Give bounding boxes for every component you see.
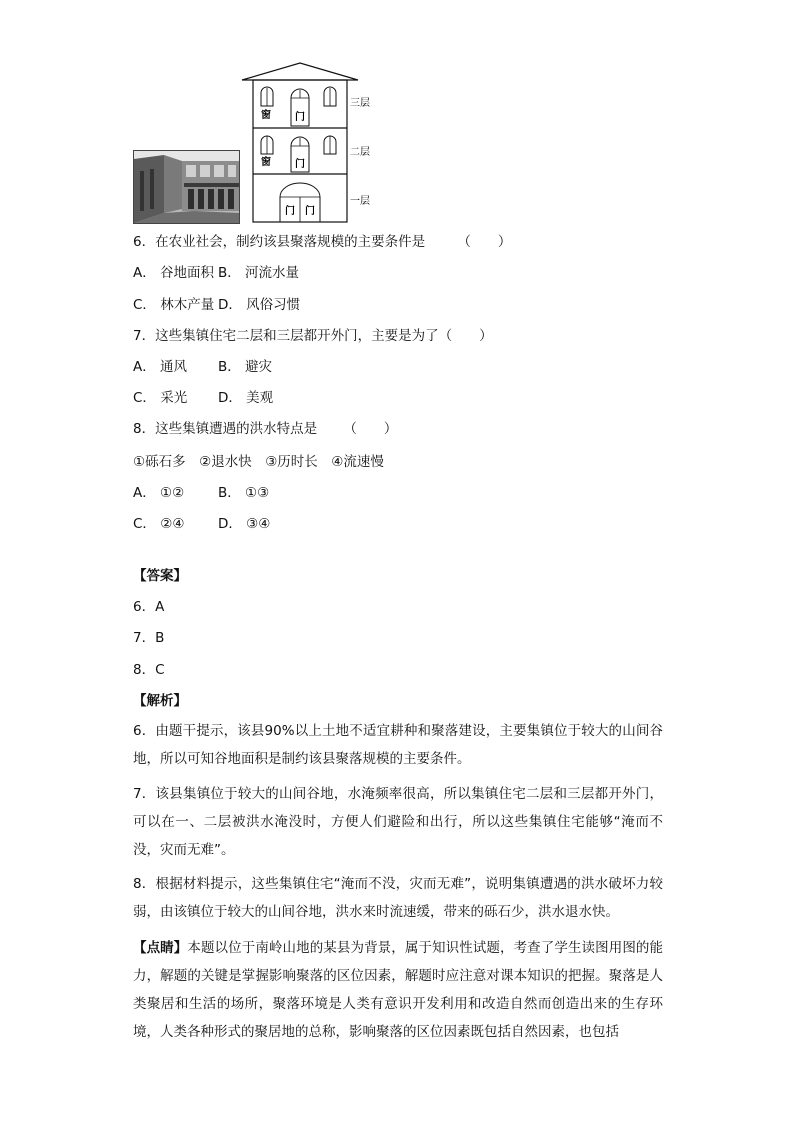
option-b: B． 避灾 [218, 359, 273, 375]
window-icon [324, 136, 336, 154]
house-diagram [240, 60, 380, 225]
window-icon [261, 87, 273, 106]
door-label: 门 [305, 206, 315, 217]
dianjing-text: 本题以位于南岭山地的某县为背景，属于知识性试题，考查了学生读图用图的能力，解题的关键是掌握影响聚落的区位因素，解题时应注意对课本知识的把握。聚落是人类聚居和生活的场所，聚落环境是人类有意识开发利用和改造自然而创造出来的生存环境，人类各种形式的聚居地的总称，影响聚落的区位因素既包括自然因素，也包括 [133, 940, 664, 1040]
door-label: 门 [285, 206, 295, 217]
option-d: D． 美观 [218, 390, 274, 406]
window-icon [324, 87, 336, 106]
question-stem: 6．在农业社会，制约该县聚落规模的主要条件是 [133, 234, 426, 250]
option-c: C． ②④ [133, 516, 185, 532]
answer-paren: （ ） [457, 234, 512, 250]
answer-6: 6．A [133, 599, 165, 615]
analysis-8: 8．根据材料提示，这些集镇住宅“淹而不没，灾而无难”，说明集镇遭遇的洪水破坏力较弱，由该镇位于较大的山间谷地，洪水来时流速缓，带来的砾石少，洪水退水快。 [133, 876, 663, 920]
floor-label-2: 二层 [350, 147, 370, 158]
answer-7: 7．B [133, 630, 165, 646]
dianjing-paragraph [133, 934, 663, 1046]
option-d: D． 风俗习惯 [218, 297, 301, 313]
question-stem: 7．这些集镇住宅二层和三层都开外门，主要是为了（ ） [133, 328, 493, 344]
option-a: A． 通风 [133, 359, 188, 375]
door-label: 门 [295, 112, 305, 123]
street-photo [133, 150, 240, 224]
option-d: D． ③④ [218, 516, 271, 532]
option-b: B． 河流水量 [218, 265, 300, 281]
answer-paren: （ ） [343, 421, 398, 437]
option-a: A． ①② [133, 485, 185, 501]
option-c: C． 林木产量 [133, 297, 215, 313]
question-7 [133, 327, 493, 345]
floor-label-3: 三层 [350, 98, 370, 109]
analysis-6: 6．由题干提示，该县90%以上土地不适宜耕种和聚落建设，主要集镇位于较大的山间谷地，所以可知谷地面积是制约该县聚落规模的主要条件。 [133, 723, 663, 767]
floor-label-1: 一层 [350, 196, 370, 207]
option-c: C． 采光 [133, 390, 188, 406]
dianjing-header: 【点睛】 [133, 940, 188, 956]
answer-8: 8．C [133, 662, 165, 678]
question-8 [133, 420, 397, 438]
window-label: 窗 [261, 157, 271, 168]
question-8-statements: ①砾石多 ②退水快 ③历时长 ④流速慢 [133, 454, 384, 470]
question-stem: 8．这些集镇遭遇的洪水特点是 [133, 421, 318, 437]
window-icon [261, 136, 273, 154]
analysis-7: 7．该县集镇位于较大的山间谷地，水淹频率很高，所以集镇住宅二层和三层都开外门，可以在一、二层被洪水淹没时，方便人们避险和出行，所以这些集镇住宅能够“淹而不没，灾而无难”。 [133, 786, 663, 858]
analysis-header: 【解析】 [133, 693, 187, 709]
option-b: B． ①③ [218, 485, 270, 501]
window-label: 窗 [261, 110, 271, 121]
answer-header: 【答案】 [133, 568, 187, 584]
door-label: 门 [295, 159, 305, 170]
question-6 [133, 233, 511, 251]
option-a: A． 谷地面积 [133, 265, 215, 281]
